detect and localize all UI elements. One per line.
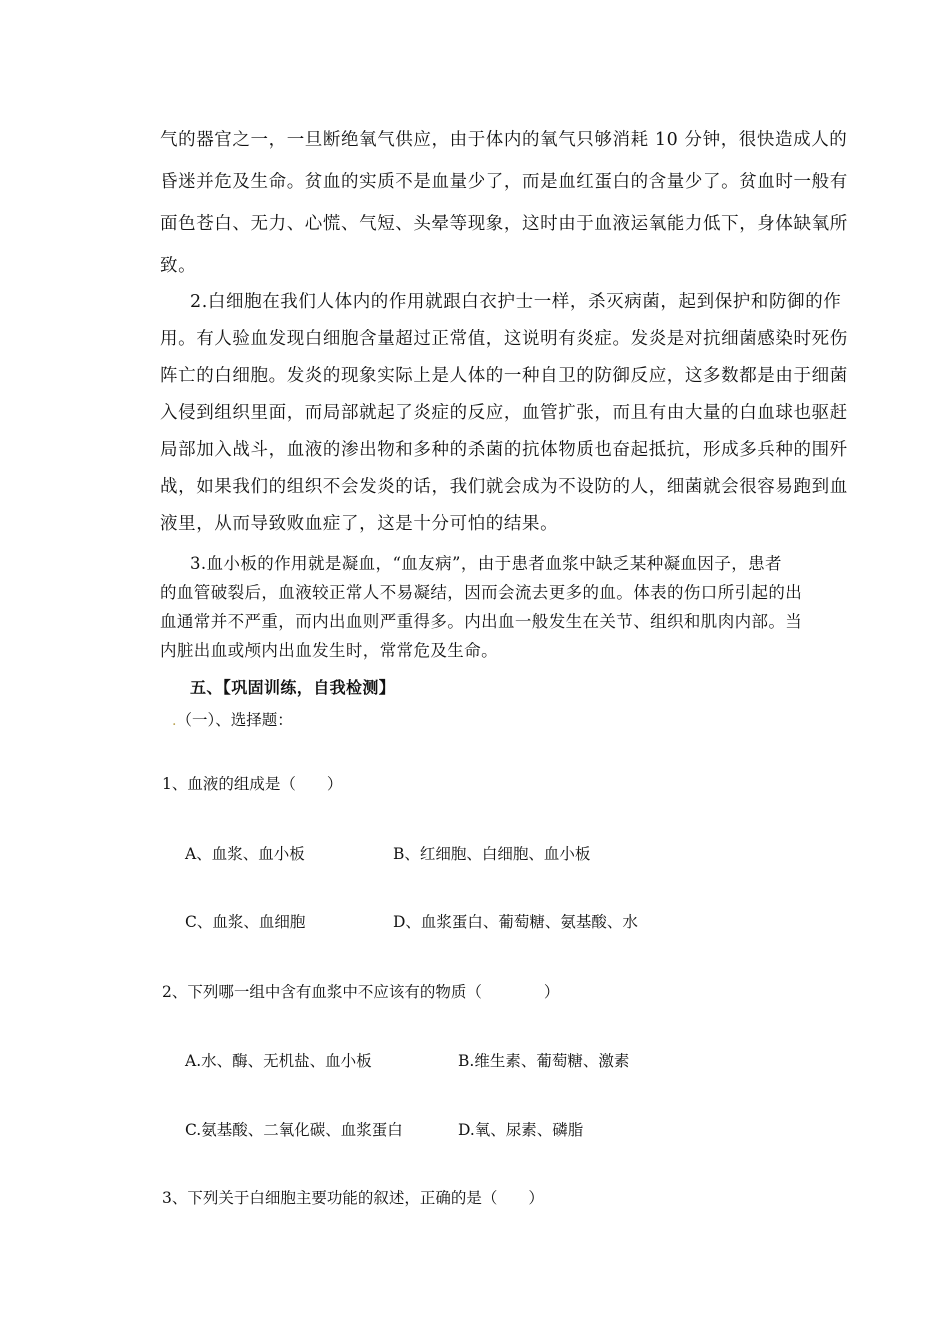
- subheading-text: （一）、选择题：: [176, 711, 293, 729]
- question-2-option-d: D.氧、尿素、磷脂: [458, 1121, 584, 1139]
- section-heading: 五、【巩固训练，自我检测】: [190, 678, 396, 697]
- question-2-stem: 2、下列哪一组中含有血浆中不应该有的物质（ ）: [162, 983, 560, 1001]
- question-1-option-b: B、红细胞、白细胞、血小板: [393, 845, 591, 863]
- stray-dot-mark: .: [172, 713, 177, 729]
- paragraph-2-line-1: 2.白细胞在我们人体内的作用就跟白衣护士一样，杀灭病菌，起到保护和防御的作: [190, 292, 842, 312]
- question-1-option-a: A、血浆、血小板: [185, 845, 305, 863]
- paragraph-2-line-4: 入侵到组织里面，而局部就起了炎症的反应，血管扩张，而且有由大量的白血球也驱赶: [160, 403, 848, 423]
- question-3-stem: 3、下列关于白细胞主要功能的叙述，正确的是（ ）: [162, 1189, 544, 1207]
- question-2-option-b: B.维生素、葡萄糖、激素: [458, 1052, 630, 1070]
- paragraph-1-line-1: 气的器官之一，一旦断绝氧气供应，由于体内的氧气只够消耗 10 分钟，很快造成人的: [160, 130, 848, 150]
- paragraph-2-line-6: 战，如果我们的组织不会发炎的话，我们就会成为不设防的人，细菌就会很容易跑到血: [160, 477, 848, 497]
- paragraph-3-line-2: 的血管破裂后，血液较正常人不易凝结，因而会流去更多的血。体表的伤口所引起的出: [160, 583, 803, 602]
- question-1-option-d: D、血浆蛋白、葡萄糖、氨基酸、水: [393, 913, 638, 931]
- paragraph-2-line-5: 局部加入战斗，血液的渗出物和多种的杀菌的抗体物质也奋起抵抗，形成多兵种的围歼: [160, 440, 848, 460]
- paragraph-3-line-3: 血通常并不严重，而内出血则严重得多。内出血一般发生在关节、组织和肌肉内部。当: [160, 612, 803, 631]
- paragraph-3-line-4: 内脏出血或颅内出血发生时，常常危及生命。: [160, 641, 498, 660]
- paragraph-3-line-1: 3.血小板的作用就是凝血，“血友病”，由于患者血浆中缺乏某种凝血因子，患者: [190, 554, 782, 573]
- paragraph-2-line-2: 用。有人验血发现白细胞含量超过正常值，这说明有炎症。发炎是对抗细菌感染时死伤: [160, 329, 848, 349]
- question-2-option-c: C.氨基酸、二氧化碳、血浆蛋白: [185, 1121, 403, 1139]
- question-2-option-a: A.水、酶、无机盐、血小板: [185, 1052, 372, 1070]
- question-1-option-c: C、血浆、血细胞: [185, 913, 306, 931]
- paragraph-2-line-3: 阵亡的白细胞。发炎的现象实际上是人体的一种自卫的防御反应，这多数都是由于细菌: [160, 366, 848, 386]
- paragraph-1-line-3: 面色苍白、无力、心慌、气短、头晕等现象，这时由于血液运氧能力低下，身体缺氧所: [160, 214, 848, 234]
- paragraph-2-line-7: 液里，从而导致败血症了，这是十分可怕的结果。: [160, 514, 559, 534]
- section-subheading: [172, 708, 293, 730]
- paragraph-1-line-4: 致。: [160, 256, 197, 276]
- paragraph-1-line-2: 昏迷并危及生命。贫血的实质不是血量少了，而是血红蛋白的含量少了。贫血时一般有: [160, 172, 848, 192]
- question-1-stem: 1、血液的组成是（ ）: [162, 775, 343, 793]
